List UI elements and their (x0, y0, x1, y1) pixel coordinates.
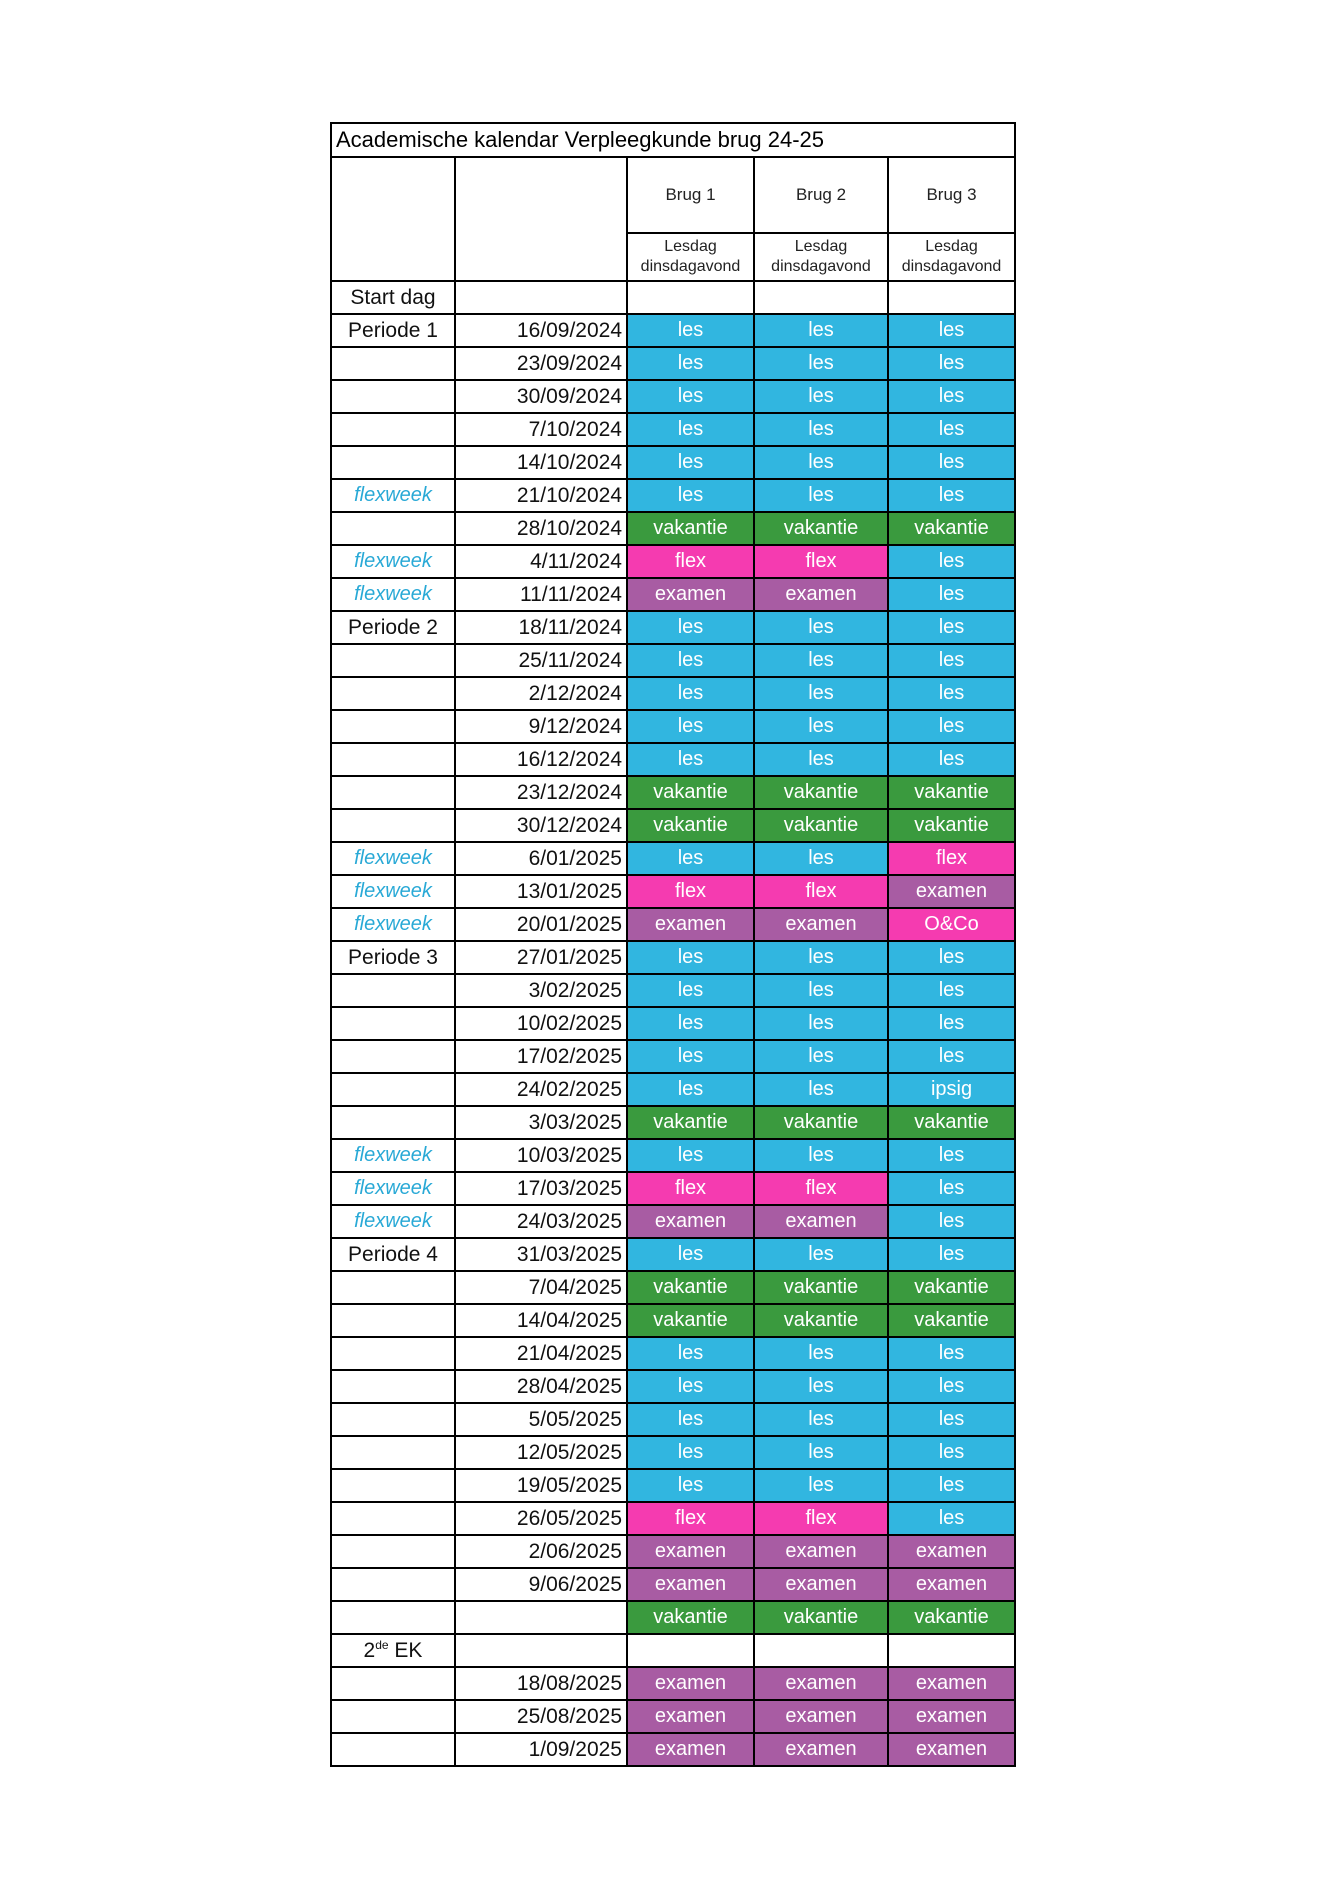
status-cell-brug-3: les (888, 1469, 1015, 1502)
row-date: 12/05/2025 (455, 1436, 627, 1469)
row-date: 25/08/2025 (455, 1700, 627, 1733)
row-label: flexweek (331, 545, 455, 578)
table-row (331, 1370, 1015, 1403)
status-cell-brug-2: examen (754, 1205, 888, 1238)
status-cell-brug-1: vakantie (627, 1601, 754, 1634)
ek-blank-cell (888, 1634, 1015, 1667)
row-label (331, 413, 455, 446)
ek-label (331, 1634, 455, 1667)
table-row (331, 1205, 1015, 1238)
row-date: 9/12/2024 (455, 710, 627, 743)
row-date: 9/06/2025 (455, 1568, 627, 1601)
status-cell-brug-1: flex (627, 1172, 754, 1205)
row-label (331, 1733, 455, 1766)
table-row (331, 1073, 1015, 1106)
row-date: 16/12/2024 (455, 743, 627, 776)
status-cell-brug-2: les (754, 974, 888, 1007)
status-cell-brug-1: vakantie (627, 809, 754, 842)
ek-label-sup: de (375, 1638, 389, 1652)
status-cell-brug-3: les (888, 677, 1015, 710)
row-date: 14/10/2024 (455, 446, 627, 479)
status-cell-brug-1: les (627, 1403, 754, 1436)
status-cell-brug-1: les (627, 1469, 754, 1502)
status-cell-brug-2: les (754, 644, 888, 677)
subheader-line-2: dinsdagavond (901, 258, 1002, 275)
table-row (331, 1568, 1015, 1601)
row-date: 3/02/2025 (455, 974, 627, 1007)
row-label (331, 1007, 455, 1040)
status-cell-brug-1: les (627, 974, 754, 1007)
status-cell-brug-2: flex (754, 1502, 888, 1535)
status-cell-brug-3: les (888, 1172, 1015, 1205)
status-cell-brug-1: les (627, 1139, 754, 1172)
table-row (331, 545, 1015, 578)
status-cell-brug-2: examen (754, 1733, 888, 1766)
status-cell-brug-3: vakantie (888, 776, 1015, 809)
column-header-brug-1: Brug 1 (627, 157, 754, 233)
status-cell-brug-2: les (754, 710, 888, 743)
status-cell-brug-2: vakantie (754, 1601, 888, 1634)
row-label (331, 446, 455, 479)
status-cell-brug-1: les (627, 1073, 754, 1106)
status-cell-brug-1: les (627, 710, 754, 743)
row-date: 3/03/2025 (455, 1106, 627, 1139)
row-label (331, 677, 455, 710)
row-date: 24/02/2025 (455, 1073, 627, 1106)
table-row (331, 1139, 1015, 1172)
table-row (331, 479, 1015, 512)
status-cell-brug-3: vakantie (888, 1271, 1015, 1304)
row-date: 7/04/2025 (455, 1271, 627, 1304)
status-cell-brug-3: les (888, 479, 1015, 512)
status-cell-brug-1: vakantie (627, 1271, 754, 1304)
column-header-brug-2: Brug 2 (754, 157, 888, 233)
status-cell-brug-1: les (627, 479, 754, 512)
row-date: 13/01/2025 (455, 875, 627, 908)
row-date: 5/05/2025 (455, 1403, 627, 1436)
status-cell-brug-3: les (888, 1337, 1015, 1370)
row-date: 30/12/2024 (455, 809, 627, 842)
status-cell-brug-3: ipsig (888, 1073, 1015, 1106)
table-row (331, 1337, 1015, 1370)
row-label (331, 1568, 455, 1601)
status-cell-brug-3: examen (888, 1535, 1015, 1568)
row-date: 26/05/2025 (455, 1502, 627, 1535)
row-date: 21/04/2025 (455, 1337, 627, 1370)
status-cell-brug-1: flex (627, 545, 754, 578)
status-cell-brug-3: les (888, 545, 1015, 578)
status-cell-brug-3: les (888, 743, 1015, 776)
row-date: 17/03/2025 (455, 1172, 627, 1205)
status-cell-brug-2: les (754, 413, 888, 446)
status-cell-brug-1: flex (627, 1502, 754, 1535)
status-cell-brug-3: examen (888, 1700, 1015, 1733)
row-date: 4/11/2024 (455, 545, 627, 578)
ek-label-num: 2 (363, 1639, 376, 1662)
ek-label-rest: EK (388, 1639, 423, 1662)
status-cell-brug-1: vakantie (627, 512, 754, 545)
table-row (331, 578, 1015, 611)
row-date: 28/04/2025 (455, 1370, 627, 1403)
status-cell-brug-1: vakantie (627, 1304, 754, 1337)
header-blank-date (455, 157, 627, 281)
status-cell-brug-2: les (754, 347, 888, 380)
table-row (331, 677, 1015, 710)
status-cell-brug-2: vakantie (754, 512, 888, 545)
row-label: flexweek (331, 875, 455, 908)
table-row (331, 446, 1015, 479)
row-date: 24/03/2025 (455, 1205, 627, 1238)
ek-header-row (331, 1634, 1015, 1667)
status-cell-brug-3: les (888, 413, 1015, 446)
table-row (331, 1502, 1015, 1535)
row-label: flexweek (331, 1205, 455, 1238)
status-cell-brug-1: les (627, 941, 754, 974)
status-cell-brug-2: les (754, 941, 888, 974)
status-cell-brug-3: les (888, 1007, 1015, 1040)
status-cell-brug-1: vakantie (627, 1106, 754, 1139)
status-cell-brug-3: les (888, 611, 1015, 644)
status-cell-brug-1: les (627, 1370, 754, 1403)
table-row (331, 710, 1015, 743)
status-cell-brug-2: les (754, 842, 888, 875)
row-date: 18/08/2025 (455, 1667, 627, 1700)
table-row (331, 1535, 1015, 1568)
status-cell-brug-3: examen (888, 1733, 1015, 1766)
table-row (331, 1436, 1015, 1469)
status-cell-brug-2: vakantie (754, 1106, 888, 1139)
row-date: 7/10/2024 (455, 413, 627, 446)
status-cell-brug-2: vakantie (754, 776, 888, 809)
status-cell-brug-2: les (754, 1370, 888, 1403)
row-label (331, 1370, 455, 1403)
status-cell-brug-2: examen (754, 1700, 888, 1733)
table-row (331, 347, 1015, 380)
row-label: flexweek (331, 1139, 455, 1172)
row-label (331, 347, 455, 380)
status-cell-brug-3: les (888, 644, 1015, 677)
status-cell-brug-1: les (627, 644, 754, 677)
status-cell-brug-3: les (888, 1238, 1015, 1271)
table-row (331, 743, 1015, 776)
status-cell-brug-1: examen (627, 1535, 754, 1568)
status-cell-brug-3: les (888, 941, 1015, 974)
calendar-table (330, 122, 1016, 1767)
column-subheader-1 (627, 233, 754, 281)
status-cell-brug-3: les (888, 1403, 1015, 1436)
status-cell-brug-1: flex (627, 875, 754, 908)
row-date: 6/01/2025 (455, 842, 627, 875)
status-cell-brug-1: les (627, 314, 754, 347)
status-cell-brug-3: les (888, 1205, 1015, 1238)
start-day-date (455, 281, 627, 314)
status-cell-brug-2: les (754, 1469, 888, 1502)
row-date: 18/11/2024 (455, 611, 627, 644)
row-label (331, 1667, 455, 1700)
row-label (331, 380, 455, 413)
table-row (331, 380, 1015, 413)
row-date: 14/04/2025 (455, 1304, 627, 1337)
status-cell-brug-3: les (888, 1040, 1015, 1073)
subheader-line-2: dinsdagavond (640, 258, 741, 275)
status-cell-brug-3: les (888, 1436, 1015, 1469)
table-row (331, 413, 1015, 446)
status-cell-brug-1: examen (627, 1733, 754, 1766)
table-row (331, 908, 1015, 941)
status-cell-brug-1: les (627, 1238, 754, 1271)
status-cell-brug-3: les (888, 1502, 1015, 1535)
calendar-title: Academische kalendar Verpleegkunde brug 24-25 (331, 123, 1015, 157)
row-label (331, 1040, 455, 1073)
ek-blank-cell (627, 1634, 754, 1667)
status-cell-brug-3: vakantie (888, 1304, 1015, 1337)
row-label: Periode 4 (331, 1238, 455, 1271)
row-label: Periode 1 (331, 314, 455, 347)
table-row (331, 1040, 1015, 1073)
row-label (331, 1106, 455, 1139)
table-row (331, 776, 1015, 809)
status-cell-brug-3: les (888, 1370, 1015, 1403)
column-subheader-3 (888, 233, 1015, 281)
table-row (331, 1667, 1015, 1700)
row-date (455, 1601, 627, 1634)
start-day-cell (888, 281, 1015, 314)
row-date: 31/03/2025 (455, 1238, 627, 1271)
status-cell-brug-2: les (754, 743, 888, 776)
table-row (331, 611, 1015, 644)
row-label: flexweek (331, 1172, 455, 1205)
row-label (331, 1337, 455, 1370)
status-cell-brug-3: les (888, 347, 1015, 380)
status-cell-brug-3: les (888, 578, 1015, 611)
status-cell-brug-1: les (627, 677, 754, 710)
status-cell-brug-3: les (888, 380, 1015, 413)
row-label: flexweek (331, 578, 455, 611)
table-row (331, 1700, 1015, 1733)
row-date: 28/10/2024 (455, 512, 627, 545)
table-row (331, 1469, 1015, 1502)
row-label (331, 1535, 455, 1568)
table-row (331, 1238, 1015, 1271)
status-cell-brug-2: examen (754, 1667, 888, 1700)
status-cell-brug-1: les (627, 1436, 754, 1469)
row-date: 10/03/2025 (455, 1139, 627, 1172)
row-date: 23/12/2024 (455, 776, 627, 809)
table-row (331, 974, 1015, 1007)
start-day-label: Start dag (331, 281, 455, 314)
row-label (331, 809, 455, 842)
status-cell-brug-2: les (754, 1403, 888, 1436)
row-label (331, 743, 455, 776)
status-cell-brug-2: les (754, 380, 888, 413)
table-row (331, 1271, 1015, 1304)
status-cell-brug-2: flex (754, 545, 888, 578)
subheader-line-2: dinsdagavond (771, 258, 871, 275)
subheader-line-1: Lesdag (925, 238, 978, 255)
status-cell-brug-3: vakantie (888, 1106, 1015, 1139)
status-cell-brug-2: examen (754, 1535, 888, 1568)
status-cell-brug-3: les (888, 1139, 1015, 1172)
status-cell-brug-3: examen (888, 1667, 1015, 1700)
status-cell-brug-3: les (888, 974, 1015, 1007)
table-row (331, 1601, 1015, 1634)
table-row (331, 314, 1015, 347)
table-row (331, 644, 1015, 677)
status-cell-brug-2: les (754, 677, 888, 710)
row-label (331, 512, 455, 545)
row-label (331, 644, 455, 677)
start-day-cell (754, 281, 888, 314)
status-cell-brug-1: les (627, 611, 754, 644)
row-label (331, 1073, 455, 1106)
column-header-brug-3: Brug 3 (888, 157, 1015, 233)
status-cell-brug-2: les (754, 1073, 888, 1106)
status-cell-brug-3: flex (888, 842, 1015, 875)
status-cell-brug-1: les (627, 413, 754, 446)
status-cell-brug-3: les (888, 446, 1015, 479)
status-cell-brug-1: examen (627, 1667, 754, 1700)
status-cell-brug-1: examen (627, 1568, 754, 1601)
row-label: flexweek (331, 842, 455, 875)
table-row (331, 941, 1015, 974)
status-cell-brug-2: les (754, 1139, 888, 1172)
status-cell-brug-3: vakantie (888, 1601, 1015, 1634)
row-label (331, 1304, 455, 1337)
table-row (331, 842, 1015, 875)
table-row (331, 1403, 1015, 1436)
row-label (331, 1403, 455, 1436)
ek-blank-cell (455, 1634, 627, 1667)
row-label (331, 776, 455, 809)
start-day-cell (627, 281, 754, 314)
table-row (331, 875, 1015, 908)
row-date: 2/06/2025 (455, 1535, 627, 1568)
row-label (331, 1601, 455, 1634)
row-label (331, 1436, 455, 1469)
row-label: Periode 3 (331, 941, 455, 974)
status-cell-brug-2: flex (754, 1172, 888, 1205)
status-cell-brug-1: les (627, 446, 754, 479)
status-cell-brug-3: examen (888, 875, 1015, 908)
status-cell-brug-2: vakantie (754, 1304, 888, 1337)
header-blank-label (331, 157, 455, 281)
status-cell-brug-1: examen (627, 578, 754, 611)
table-row (331, 809, 1015, 842)
status-cell-brug-1: examen (627, 908, 754, 941)
row-date: 21/10/2024 (455, 479, 627, 512)
row-label (331, 1502, 455, 1535)
status-cell-brug-2: les (754, 479, 888, 512)
status-cell-brug-1: les (627, 380, 754, 413)
row-date: 20/01/2025 (455, 908, 627, 941)
column-subheader-2 (754, 233, 888, 281)
row-date: 2/12/2024 (455, 677, 627, 710)
table-row (331, 512, 1015, 545)
row-date: 1/09/2025 (455, 1733, 627, 1766)
status-cell-brug-2: les (754, 314, 888, 347)
status-cell-brug-2: vakantie (754, 1271, 888, 1304)
status-cell-brug-3: O&Co (888, 908, 1015, 941)
row-date: 10/02/2025 (455, 1007, 627, 1040)
status-cell-brug-2: examen (754, 908, 888, 941)
status-cell-brug-1: vakantie (627, 776, 754, 809)
status-cell-brug-1: les (627, 347, 754, 380)
status-cell-brug-1: les (627, 1007, 754, 1040)
row-label: flexweek (331, 908, 455, 941)
status-cell-brug-1: examen (627, 1700, 754, 1733)
status-cell-brug-2: examen (754, 578, 888, 611)
row-date: 16/09/2024 (455, 314, 627, 347)
status-cell-brug-2: flex (754, 875, 888, 908)
status-cell-brug-1: les (627, 1040, 754, 1073)
table-row (331, 1172, 1015, 1205)
status-cell-brug-2: les (754, 446, 888, 479)
table-row (331, 1304, 1015, 1337)
table-row (331, 1106, 1015, 1139)
table-row (331, 1733, 1015, 1766)
status-cell-brug-3: les (888, 710, 1015, 743)
row-date: 11/11/2024 (455, 578, 627, 611)
row-label (331, 1700, 455, 1733)
row-label (331, 1469, 455, 1502)
status-cell-brug-2: les (754, 611, 888, 644)
row-date: 25/11/2024 (455, 644, 627, 677)
row-date: 19/05/2025 (455, 1469, 627, 1502)
status-cell-brug-2: les (754, 1337, 888, 1370)
row-label (331, 710, 455, 743)
row-date: 23/09/2024 (455, 347, 627, 380)
row-label: Periode 2 (331, 611, 455, 644)
status-cell-brug-3: examen (888, 1568, 1015, 1601)
row-date: 17/02/2025 (455, 1040, 627, 1073)
status-cell-brug-1: les (627, 743, 754, 776)
status-cell-brug-1: les (627, 842, 754, 875)
status-cell-brug-2: vakantie (754, 809, 888, 842)
status-cell-brug-2: les (754, 1007, 888, 1040)
row-label (331, 974, 455, 1007)
status-cell-brug-3: les (888, 314, 1015, 347)
status-cell-brug-3: vakantie (888, 512, 1015, 545)
status-cell-brug-3: vakantie (888, 809, 1015, 842)
academic-calendar (330, 122, 1014, 1767)
status-cell-brug-2: les (754, 1436, 888, 1469)
status-cell-brug-2: les (754, 1238, 888, 1271)
table-row (331, 1007, 1015, 1040)
row-label (331, 1271, 455, 1304)
status-cell-brug-1: examen (627, 1205, 754, 1238)
row-date: 30/09/2024 (455, 380, 627, 413)
subheader-line-1: Lesdag (664, 238, 717, 255)
status-cell-brug-2: examen (754, 1568, 888, 1601)
subheader-line-1: Lesdag (794, 238, 848, 255)
ek-blank-cell (754, 1634, 888, 1667)
row-date: 27/01/2025 (455, 941, 627, 974)
row-label: flexweek (331, 479, 455, 512)
status-cell-brug-2: les (754, 1040, 888, 1073)
status-cell-brug-1: les (627, 1337, 754, 1370)
